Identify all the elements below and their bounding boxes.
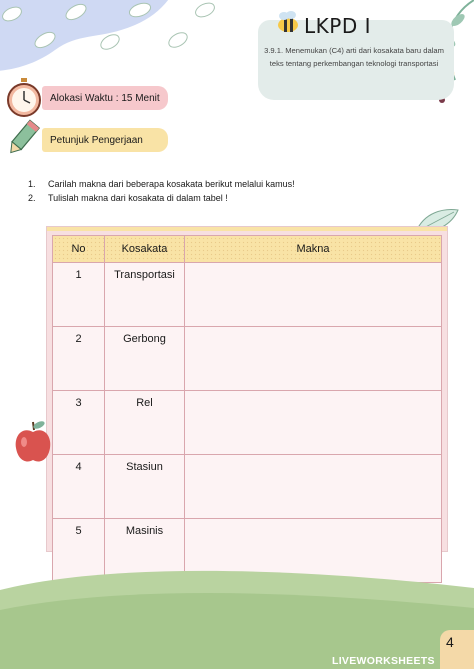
vocabulary-word: Gerbong bbox=[105, 327, 185, 391]
bee-icon bbox=[274, 10, 302, 36]
vocabulary-table-container bbox=[46, 226, 448, 552]
row-number: 4 bbox=[53, 455, 105, 519]
vocabulary-word: Transportasi bbox=[105, 263, 185, 327]
table-row bbox=[53, 327, 442, 391]
learning-objective: 3.9.1. Menemukan (C4) arti dari kosakata baru dalam teks tentang perkembangan teknologi transportasi bbox=[264, 46, 444, 68]
vocabulary-word: Masinis bbox=[105, 519, 185, 583]
table-row bbox=[53, 391, 442, 455]
table-row bbox=[53, 263, 442, 327]
leaf-icon bbox=[0, 0, 240, 80]
vocabulary-word: Stasiun bbox=[105, 455, 185, 519]
meaning-input[interactable] bbox=[185, 327, 442, 391]
meaning-input[interactable] bbox=[185, 263, 442, 327]
row-number: 3 bbox=[53, 391, 105, 455]
liveworksheets-logo: LIVEWORKSHEETS bbox=[332, 655, 435, 667]
meaning-input[interactable] bbox=[185, 455, 442, 519]
row-number: 5 bbox=[53, 519, 105, 583]
column-header-kosakata: Kosakata bbox=[105, 236, 185, 263]
row-number: 2 bbox=[53, 327, 105, 391]
row-number: 1 bbox=[53, 263, 105, 327]
page-title: LKPD I bbox=[304, 14, 371, 38]
time-allocation bbox=[42, 86, 168, 110]
vocabulary-word: Rel bbox=[105, 391, 185, 455]
clock-icon bbox=[6, 78, 42, 118]
instruction-item bbox=[28, 177, 295, 191]
instructions-list bbox=[28, 177, 295, 205]
instructions-heading bbox=[42, 128, 168, 152]
instruction-text: Carilah makna dari beberapa kosakata berikut melalui kamus! bbox=[48, 179, 295, 189]
instruction-item bbox=[28, 191, 295, 205]
instruction-text: Tulislah makna dari kosakata di dalam tabel ! bbox=[48, 193, 228, 203]
table-row bbox=[53, 455, 442, 519]
vocabulary-table bbox=[52, 235, 442, 583]
column-header-no: No bbox=[53, 236, 105, 263]
column-header-makna: Makna bbox=[185, 236, 442, 263]
table-header-row bbox=[53, 236, 442, 263]
instruction-number: 1. bbox=[28, 179, 36, 189]
apple-icon bbox=[12, 418, 54, 466]
pencil-icon bbox=[6, 118, 40, 158]
instructions-heading-label: Petunjuk Pengerjaan bbox=[50, 134, 143, 146]
page-number: 4 bbox=[446, 634, 454, 650]
meaning-input[interactable] bbox=[185, 391, 442, 455]
decorative-hill bbox=[0, 560, 474, 669]
instruction-number: 2. bbox=[28, 193, 36, 203]
time-allocation-label: Alokasi Waktu : 15 Menit bbox=[50, 92, 160, 104]
